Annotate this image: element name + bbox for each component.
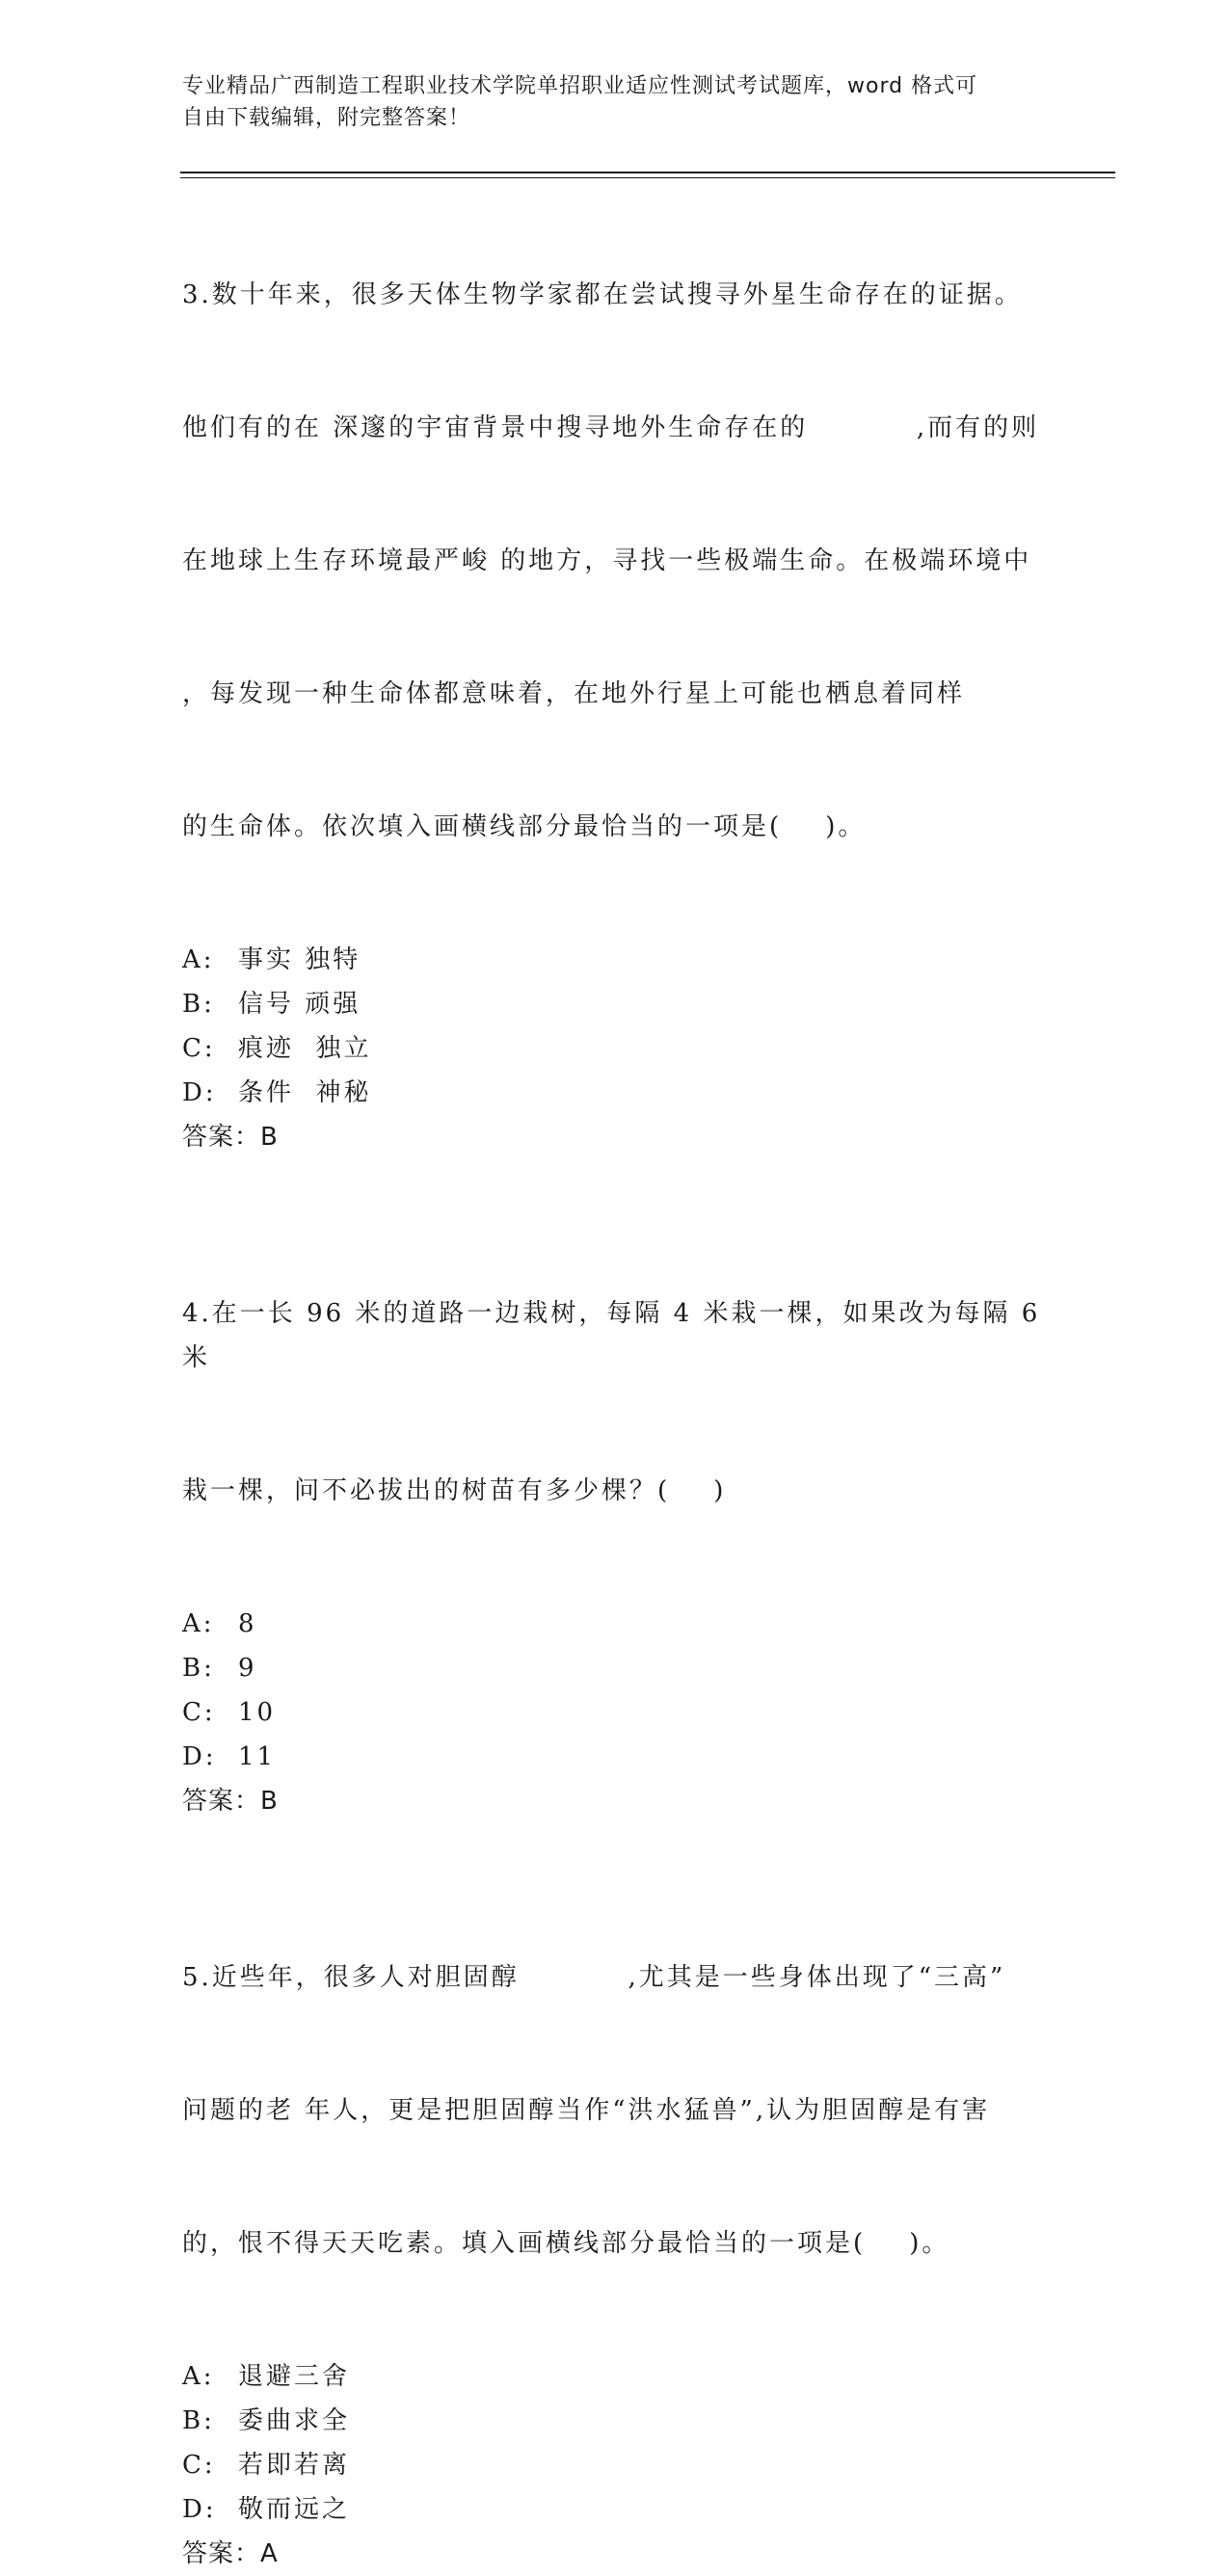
stem-line: 问题的老 年人，更是把胆固醇当作“洪水猛兽”,认为胆固醇是有害	[182, 2096, 991, 2125]
option-text: 痕迹 独立	[238, 1034, 372, 1063]
option-text: 委曲求全	[238, 2406, 351, 2435]
option-text: 事实 独特	[238, 945, 361, 974]
option-c	[182, 2443, 1050, 2487]
document-header	[182, 70, 1030, 134]
header-divider-thick	[180, 172, 1115, 173]
option-text: 条件 神秘	[238, 1078, 372, 1107]
option-text: 10	[238, 1698, 277, 1727]
option-letter: C:	[182, 1698, 216, 1727]
question-spacer	[182, 1159, 1050, 1203]
option-text: 敬而远之	[238, 2495, 351, 2524]
stem-line: 的，恨不得天天吃素。填入画横线部分最恰当的一项是( )。	[182, 2229, 950, 2258]
option-d	[182, 1735, 1050, 1779]
question-stem	[182, 1867, 1050, 2354]
answer-line: 答案：B	[182, 1787, 279, 1816]
stem-line: 3.数十年来，很多天体生物学家都在尝试搜寻外星生命存在的证据。	[182, 280, 1023, 309]
option-letter: C:	[182, 1034, 216, 1063]
option-text: 11	[238, 1742, 277, 1771]
option-d	[182, 2487, 1050, 2532]
stem-line: 4.在一长 96 米的道路一边栽树，每隔 4 米栽一棵，如果改为每隔 6 米	[182, 1299, 1052, 1372]
header-line-1: 专业精品广西制造工程职业技术学院单招职业适应性测试考试题库，word 格式可	[182, 74, 978, 98]
question-stem	[182, 184, 1050, 938]
option-c	[182, 1026, 1050, 1071]
option-letter: A:	[182, 2362, 215, 2391]
stem-line: 栽一棵，问不必拔出的树苗有多少棵？( )	[182, 1476, 727, 1505]
option-a	[182, 938, 1050, 982]
option-letter: D:	[182, 2495, 217, 2524]
option-a	[182, 2354, 1050, 2399]
option-d	[182, 1071, 1050, 1115]
option-letter: A:	[182, 945, 215, 974]
question-stem	[182, 1203, 1050, 1602]
option-letter: D:	[182, 1078, 217, 1107]
answer-line: 答案：B	[182, 1123, 279, 1152]
option-letter: B:	[182, 2406, 215, 2435]
option-letter: C:	[182, 2451, 216, 2480]
option-letter: B:	[182, 990, 215, 1019]
option-text: 8	[238, 1609, 257, 1638]
option-b	[182, 2399, 1050, 2443]
option-text: 若即若离	[238, 2451, 351, 2480]
question-spacer	[182, 1823, 1050, 1867]
stem-line: 5.近些年，很多人对胆固醇 ,尤其是一些身体出现了“三高”	[182, 1963, 1006, 1992]
stem-line: ，每发现一种生命体都意味着，在地外行星上可能也栖息着同样	[182, 679, 966, 708]
stem-line: 他们有的在 深邃的宇宙背景中搜寻地外生命存在的 ,而有的则	[182, 413, 1040, 442]
option-b	[182, 982, 1050, 1026]
option-a	[182, 1602, 1050, 1646]
answer-line: 答案：A	[182, 2539, 279, 2568]
question-3	[182, 184, 1050, 1159]
stem-line: 在地球上生存环境最严峻 的地方，寻找一些极端生命。在极端环境中	[182, 546, 1032, 575]
option-c	[182, 1690, 1050, 1735]
option-b	[182, 1646, 1050, 1690]
option-text: 9	[238, 1654, 257, 1683]
option-text: 退避三舍	[238, 2362, 351, 2391]
option-letter: A:	[182, 1609, 215, 1638]
question-4	[182, 1203, 1050, 1823]
option-text: 信号 顽强	[238, 990, 361, 1019]
option-letter: D:	[182, 1742, 217, 1771]
stem-line: 的生命体。依次填入画横线部分最恰当的一项是( )。	[182, 812, 867, 841]
header-divider-thin	[180, 177, 1115, 178]
header-line-2: 自由下载编辑，附完整答案！	[182, 106, 471, 130]
option-letter: B:	[182, 1654, 215, 1683]
question-list	[182, 184, 1050, 2576]
question-5	[182, 1867, 1050, 2576]
